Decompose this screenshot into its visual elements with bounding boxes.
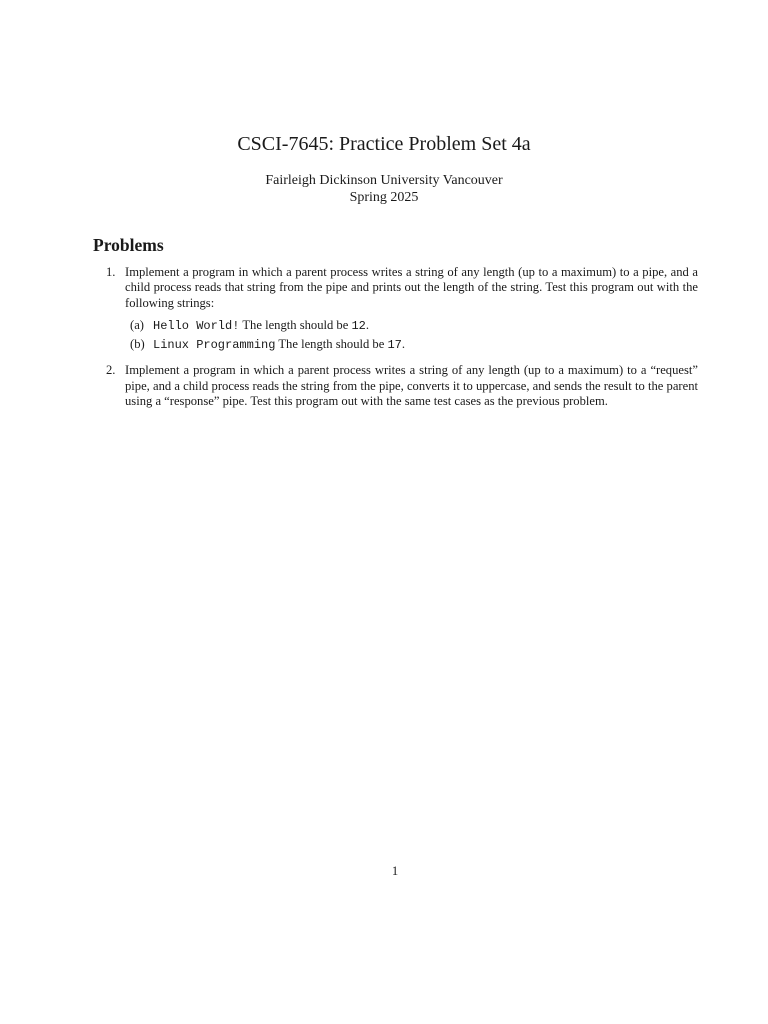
test-case-list: [125, 318, 698, 354]
problem-text: Implement a program in which a parent process writes a string of any length (up to a maximum) to a pipe, and a child process reads that string from the pipe and prints out the length of the string. Test this program out with the following strings:: [125, 265, 698, 310]
document-title: CSCI-7645: Practice Problem Set 4a: [237, 133, 531, 155]
term: Spring 2025: [349, 190, 419, 205]
period: .: [365, 317, 370, 332]
problem-text: Implement a program in which a parent process writes a string of any length (up to a maximum) to a “request” pipe, and a child process reads the string from the pipe, converts it to uppercase, and sends the result to the parent using a “response” pipe. Test this program out with the same test cases as the previous problem.: [125, 363, 698, 409]
test-case-description: The length should be: [275, 337, 388, 352]
test-string: Hello World!: [153, 318, 240, 333]
test-case-b: [125, 337, 698, 353]
problem-number: 1.: [106, 265, 116, 279]
page-number: 1: [391, 864, 399, 878]
expected-length: 17: [387, 338, 402, 353]
expected-length: 12: [351, 318, 366, 333]
problem-2: [93, 363, 698, 409]
test-case-a: [125, 318, 698, 334]
test-case-description: The length should be: [239, 317, 352, 332]
section-heading-problems: Problems: [93, 235, 164, 255]
affiliation: Fairleigh Dickinson University Vancouver: [265, 173, 503, 188]
problem-number: 2.: [106, 363, 116, 378]
problem-list: [93, 265, 698, 416]
problem-1: [93, 265, 698, 353]
test-case-label: (b): [130, 337, 145, 352]
test-case-label: (a): [130, 317, 144, 332]
period: .: [401, 337, 406, 352]
test-string: Linux Programming: [153, 338, 276, 353]
